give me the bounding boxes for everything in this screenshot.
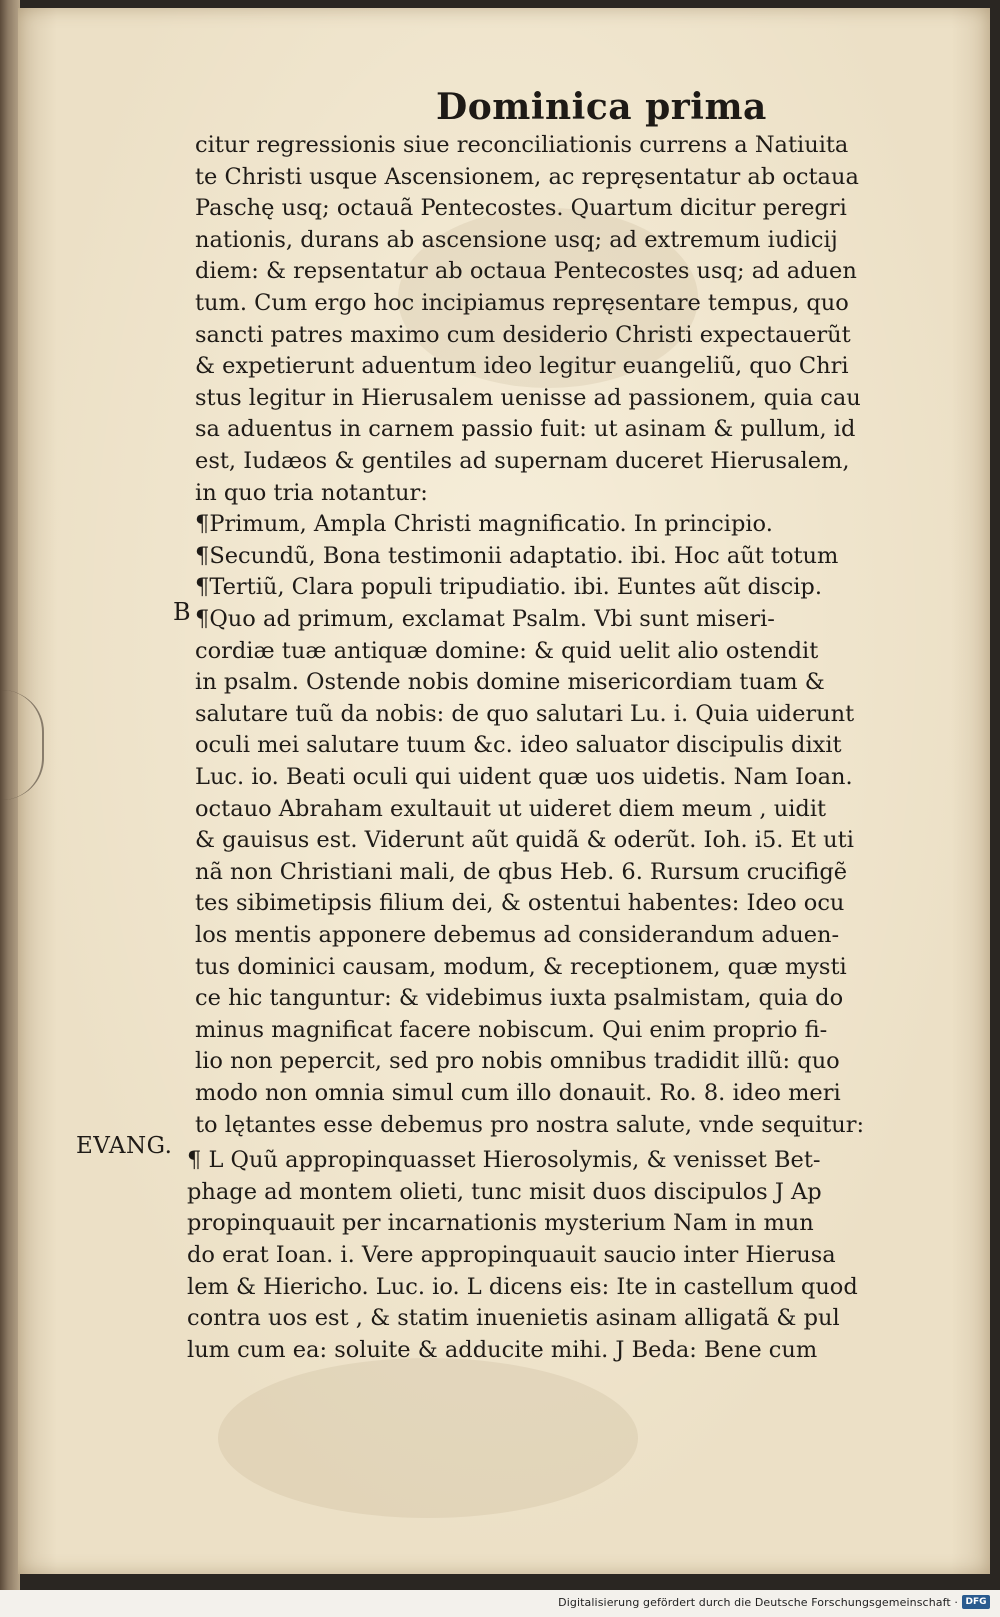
margin-label-evang: EVANG. xyxy=(76,1133,173,1159)
text-line: lem & Hiericho. Luc. io. L dicens eis: Ite in castellum quod xyxy=(187,1273,858,1300)
text-line: contra uos est , & statim inuenietis asinam alligatã & pul xyxy=(187,1305,840,1332)
text-line: ¶Tertiũ, Clara populi tripudiatio. ibi. Euntes aũt discip. xyxy=(195,574,822,601)
text-line: ¶Quo ad primum, exclamat Psalm. Vbi sunt miseri- xyxy=(195,606,775,632)
text-line: minus magnificat facere nobiscum. Qui enim proprio fi- xyxy=(195,1016,828,1043)
text-line: lio non pepercit, sed pro nobis omnibus tradidit illũ: quo xyxy=(195,1048,840,1075)
text-line: nã non Christiani mali, de qbus Heb. 6. Rursum crucifigẽ xyxy=(195,858,848,885)
text-line: in quo tria notantur: xyxy=(195,479,428,506)
text-line: ¶Primum, Ampla Christi magnificatio. In principio. xyxy=(195,511,773,538)
footer-credit: Digitalisierung gefördert durch die Deutsche Forschungsgemeinschaft · xyxy=(558,1596,958,1609)
text-line: sancti patres maximo cum desiderio Christi expectauerũt xyxy=(195,321,851,348)
text-line: modo non omnia simul cum illo donauit. Ro. 8. ideo meri xyxy=(195,1080,841,1106)
text-line: tus dominici causam, modum, & receptionem, quæ mysti xyxy=(195,953,847,980)
text-line: lum cum ea: soluite & adducite mihi. J Beda: Bene cum xyxy=(187,1336,818,1363)
text-line: citur regressionis siue reconciliationis currens a Natiuita xyxy=(195,132,849,158)
text-line: tum. Cum ergo hoc incipiamus repręsentare tempus, quo xyxy=(195,290,849,316)
text-line: te Christi usque Ascensionem, ac repręsentatur ab octaua xyxy=(195,163,859,190)
text-line: sa aduentus in carnem passio fuit: ut asinam & pullum, id xyxy=(195,416,856,443)
text-line: stus legitur in Hierusalem uenisse ad passionem, quia cau xyxy=(195,384,861,411)
dfg-logo-icon: DFG xyxy=(962,1595,990,1609)
text-line: do erat Ioan. i. Vere appropinquauit saucio inter Hierusa xyxy=(187,1242,836,1268)
text-line: phage ad montem olieti, tunc misit duos discipulos J Ap xyxy=(187,1178,822,1205)
text-line: los mentis apponere debemus ad considerandum aduen- xyxy=(195,922,840,948)
text-line: Paschę usq; octauã Pentecostes. Quartum dicitur peregri xyxy=(195,195,847,222)
text-line: cordiæ tuæ antiquæ domine: & quid uelit alio ostendit xyxy=(195,637,819,664)
text-line: propinquauit per incarnationis mysterium Nam in mun xyxy=(187,1210,814,1237)
text-line: & gauisus est. Viderunt aũt quidã & oderũt. Ioh. i5. Et uti xyxy=(195,827,854,854)
text-line: & expetierunt aduentum ideo legitur euangeliũ, quo Chri xyxy=(195,353,849,380)
text-line: diem: & repsentatur ab octaua Pentecostes usq; ad aduen xyxy=(195,258,857,285)
text-line: octauo Abraham exultauit ut uideret diem meum , uidit xyxy=(195,795,827,822)
text-line: salutare tuũ da nobis: de quo salutari Lu. i. Quia uiderunt xyxy=(195,700,855,727)
text-line: in psalm. Ostende nobis domine misericordiam tuam & xyxy=(195,669,825,696)
text-line: est, Iudæos & gentiles ad supernam duceret Hierusalem, xyxy=(195,448,850,474)
text-line: oculi mei salutare tuum &c. ideo saluator discipulis dixit xyxy=(195,732,842,759)
text-line: tes sibimetipsis filium dei, & ostentui habentes: Ideo ocu xyxy=(195,890,845,917)
text-line: nationis, durans ab ascensione usq; ad extremum iudicij xyxy=(195,226,838,253)
paper-stain xyxy=(218,1358,638,1518)
text-line: to lętantes esse debemus pro nostra salute, vnde sequitur: xyxy=(195,1111,865,1138)
margin-letter-b: B xyxy=(173,598,191,626)
text-line: ce hic tanguntur: & videbimus iuxta psalmistam, quia do xyxy=(195,985,844,1012)
text-line: ¶ L Quũ appropinquasset Hierosolymis, & venisset Bet- xyxy=(187,1147,821,1174)
running-header: Dominica prima xyxy=(436,86,767,128)
text-line: Luc. io. Beati oculi qui uident quæ uos uidetis. Nam Ioan. xyxy=(195,764,853,790)
text-line: ¶Secundũ, Bona testimonii adaptatio. ibi. Hoc aũt totum xyxy=(195,542,839,569)
